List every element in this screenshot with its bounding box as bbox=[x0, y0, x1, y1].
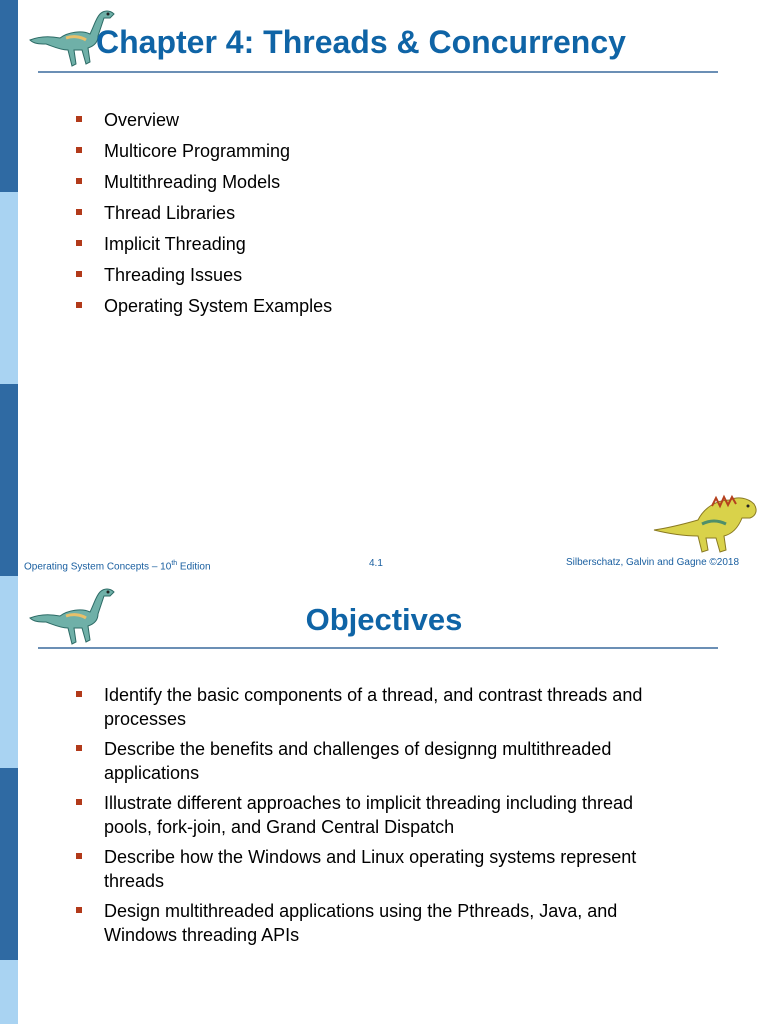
list-item: Implicit Threading bbox=[104, 232, 332, 256]
list-item: Describe how the Windows and Linux operating systems represent threads bbox=[104, 845, 664, 893]
bullet-marker bbox=[76, 271, 82, 277]
bullet-list bbox=[104, 108, 332, 325]
list-item: Design multithreaded applications using the Pthreads, Java, and Windows threading APIs bbox=[104, 899, 664, 947]
slide-objectives bbox=[0, 578, 768, 1024]
title-divider bbox=[38, 647, 718, 649]
list-item: Multicore Programming bbox=[104, 139, 332, 163]
list-item: Multithreading Models bbox=[104, 170, 332, 194]
dinosaur-illustration-icon bbox=[652, 490, 762, 556]
list-item: Thread Libraries bbox=[104, 201, 332, 225]
bullet-marker bbox=[76, 116, 82, 122]
bullet-marker bbox=[76, 907, 82, 913]
bullet-marker bbox=[76, 745, 82, 751]
list-item: Describe the benefits and challenges of designng multithreaded applications bbox=[104, 737, 664, 785]
page-title: Objectives bbox=[305, 602, 463, 637]
bullet-marker bbox=[76, 147, 82, 153]
list-item: Illustrate different approaches to implicit threading including thread pools, fork-join, and Grand Central Dispatch bbox=[104, 791, 664, 839]
page-title: Chapter 4: Threads & Concurrency bbox=[96, 24, 626, 60]
bullet-marker bbox=[76, 853, 82, 859]
footer-edition: Operating System Concepts – 10th Edition bbox=[24, 560, 211, 573]
footer-copyright: Silberschatz, Galvin and Gagne ©2018 bbox=[566, 557, 740, 568]
bullet-marker bbox=[76, 209, 82, 215]
bullet-marker bbox=[76, 178, 82, 184]
bullet-marker bbox=[76, 799, 82, 805]
list-item: Identify the basic components of a thread, and contrast threads and processes bbox=[104, 683, 664, 731]
list-item: Overview bbox=[104, 108, 332, 132]
bullet-marker bbox=[76, 240, 82, 246]
bullet-marker bbox=[76, 302, 82, 308]
list-item: Threading Issues bbox=[104, 263, 332, 287]
title-divider bbox=[38, 71, 718, 73]
list-item: Operating System Examples bbox=[104, 294, 332, 318]
bullet-marker bbox=[76, 691, 82, 697]
footer-page-number: 4.1 bbox=[369, 558, 383, 569]
bullet-list bbox=[104, 683, 664, 953]
